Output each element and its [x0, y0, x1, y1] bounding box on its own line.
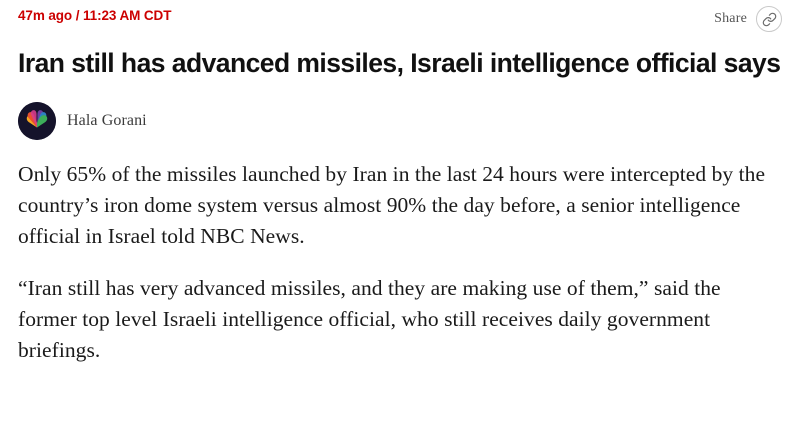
article-author: Hala Gorani	[67, 112, 147, 130]
article-byline	[18, 101, 782, 141]
article-meta-row	[18, 0, 782, 42]
share-label: Share	[714, 11, 747, 26]
article-paragraph: Only 65% of the missiles launched by Iran in the last 24 hours were intercepted by the country’s iron dome system versus almost 90% the day before, a senior intelligence official in Israel told NBC News.	[18, 162, 766, 248]
article-paragraph: “Iran still has very advanced missiles, and they are making use of them,” said the former top level Israeli intelligence official, who still receives daily government briefings.	[18, 276, 721, 362]
share-control[interactable]	[714, 6, 782, 32]
article-headline: Iran still has advanced missiles, Israeli intelligence official says	[18, 48, 781, 78]
article-timestamp: 47m ago / 11:23 AM CDT	[18, 8, 172, 23]
article-body	[18, 159, 782, 365]
nbc-peacock-icon	[18, 102, 56, 140]
link-icon[interactable]	[756, 6, 782, 32]
